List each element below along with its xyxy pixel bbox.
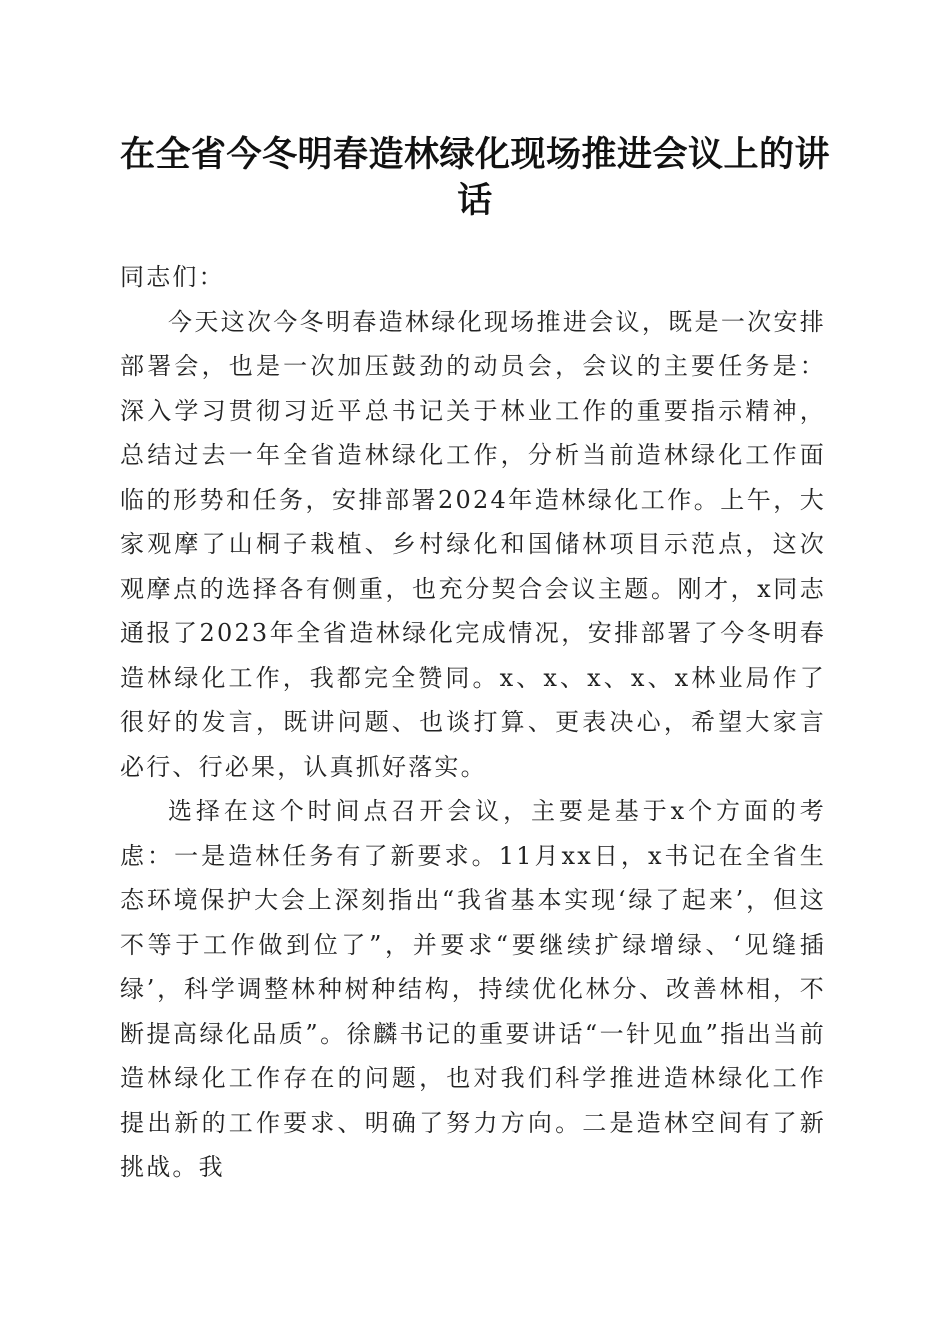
document-title: 在全省今冬明春造林绿化现场推进会议上的讲话 xyxy=(119,134,830,221)
paragraph: 选择在这个时间点召开会议，主要是基于x个方面的考虑：一是造林任务有了新要求。11月xx日，x书记在全省生态环境保护大会上深刻指出“我省基本实现‘绿了起来’，但这不等于工作做到位了”，并要求“要继续扩绿增绿、‘见缝插绿’，科学调整林种树种结构，持续优化林分、改善林相，不断提高绿化品质”。徐麟书记的重要讲话“一针见血”指出当前造林绿化工作存在的问题，也对我们科学推进造林绿化工作提出新的工作要求、明确了努力方向。二是造林空间有了新挑战。我 xyxy=(120,797,826,1181)
salutation: 同志们： xyxy=(120,263,225,291)
document-body xyxy=(120,255,826,1190)
paragraph: 今天这次今冬明春造林绿化现场推进会议，既是一次安排部署会，也是一次加压鼓劲的动员会，会议的主要任务是：深入学习贯彻习近平总书记关于林业工作的重要指示精神，总结过去一年全省造林绿化工作，分析当前造林绿化工作面临的形势和任务，安排部署2024年造林绿化工作。上午，大家观摩了山桐子栽植、乡村绿化和国储林项目示范点，这次观摩点的选择各有侧重，也充分契合会议主题。刚才，x同志通报了2023年全省造林绿化完成情况，安排部署了今冬明春造林绿化工作，我都完全赞同。x、x、x、x、x林业局作了很好的发言，既讲问题、也谈打算、更表决心，希望大家言必行、行必果，认真抓好落实。 xyxy=(120,307,826,781)
